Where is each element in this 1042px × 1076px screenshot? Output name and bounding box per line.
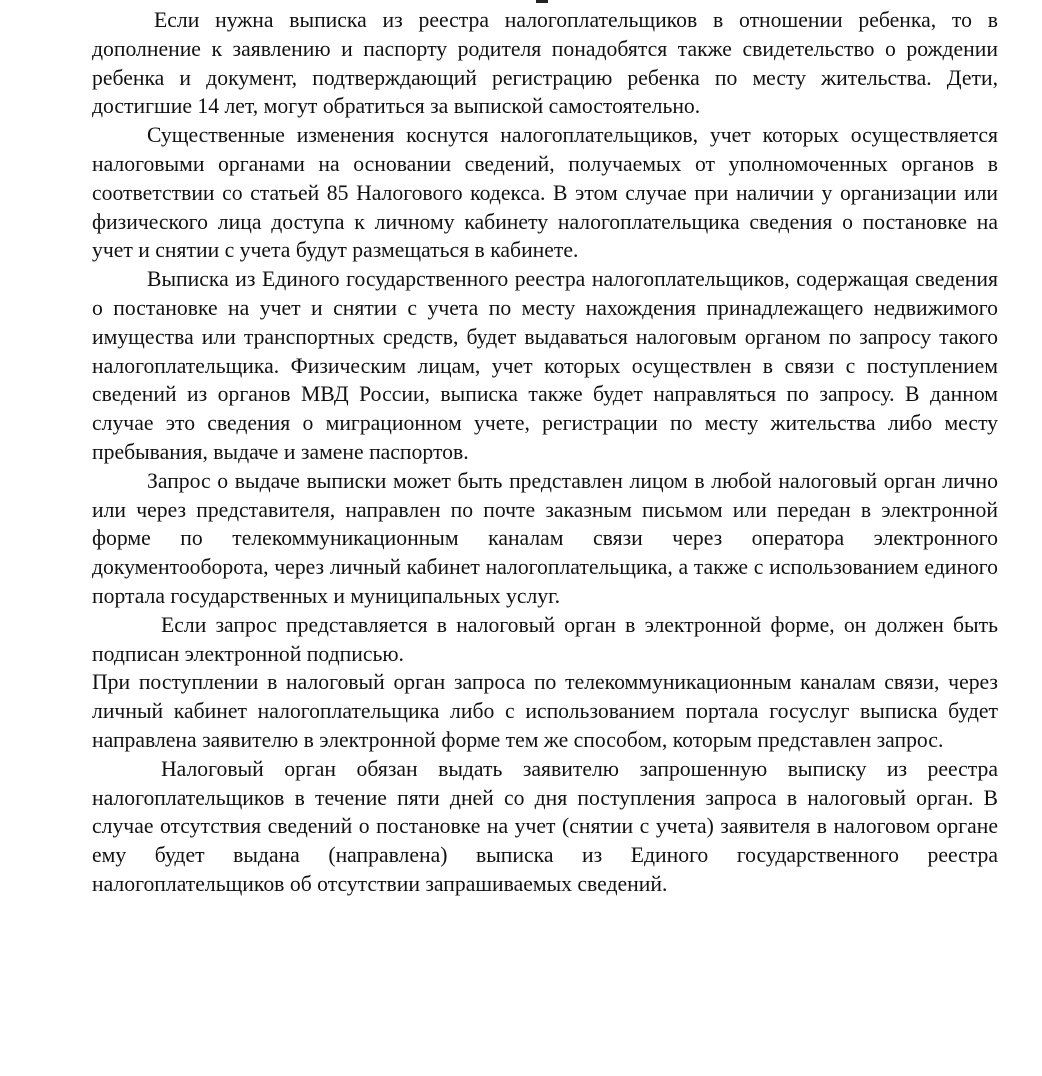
paragraph-child-extract: Если нужна выписка из реестра налогоплательщиков в отношении ребенка, то в дополнение к заявлению и паспорту родителя понадобятся также свидетельство о рождении ребенка и документ, подтверждающий регистрацию ребенка по месту жительства. Дети, достигшие 14 лет, могут обратиться за выпиской самостоятельно. xyxy=(92,8,998,119)
paragraph-electronic-signature: Если запрос представляется в налоговый орган в электронной форме, он должен быть подписан электронной подписью. xyxy=(92,612,998,666)
paragraph-electronic-response: При поступлении в налоговый орган запроса по телекоммуникационным каналам связи, через личный кабинет налогоплательщика либо с использованием портала госуслуг выписка будет направлена заявителю в электронной форме тем же способом, которым представлен запрос. xyxy=(92,670,998,752)
paragraph-request-submission: Запрос о выдаче выписки может быть представлен лицом в любой налоговый орган лично или через представителя, направлен по почте заказным письмом или передан в электронной форме по телекоммуникационным каналам связи через оператора электронного документооборота, через личный кабинет налогоплательщика, а также с использованием единого портала государственных и муниципальных услуг. xyxy=(92,468,998,608)
paragraph-changes: Существенные изменения коснутся налогоплательщиков, учет которых осуществляется налоговыми органами на основании сведений, получаемых от уполномоченных органов в соответствии со статьей 85 Налогового кодекса. В этом случае при наличии у организации или физического лица доступа к личному кабинету налогоплательщика сведения о постановке на учет и снятии с учета будут размещаться в кабинете. xyxy=(92,123,998,263)
paragraph-issue-deadline: Налоговый орган обязан выдать заявителю запрошенную выписку из реестра налогоплательщиков в течение пяти дней со дня поступления запроса в налоговый орган. В случае отсутствия сведений о постановке на учет (снятии с учета) заявителя в налоговом органе ему будет выдана (направлена) выписка из Единого государственного реестра налогоплательщиков об отсутствии запрашиваемых сведений. xyxy=(92,756,998,896)
paragraph-egrn-extract: Выписка из Единого государственного реестра налогоплательщиков, содержащая сведения о постановке на учет и снятии с учета по месту нахождения принадлежащего недвижимого имущества или транспортных средств, будет выдаваться налоговым органом по запросу такого налогоплательщика. Физическим лицам, учет которых осуществлен в связи с поступлением сведений из органов МВД России, выписка также будет направляться по запросу. В данном случае это сведения о миграционном учете, регистрации по месту жительства либо месту пребывания, выдаче и замене паспортов. xyxy=(92,267,998,464)
cropped-text-fragment xyxy=(536,0,548,3)
document-body xyxy=(92,6,998,899)
